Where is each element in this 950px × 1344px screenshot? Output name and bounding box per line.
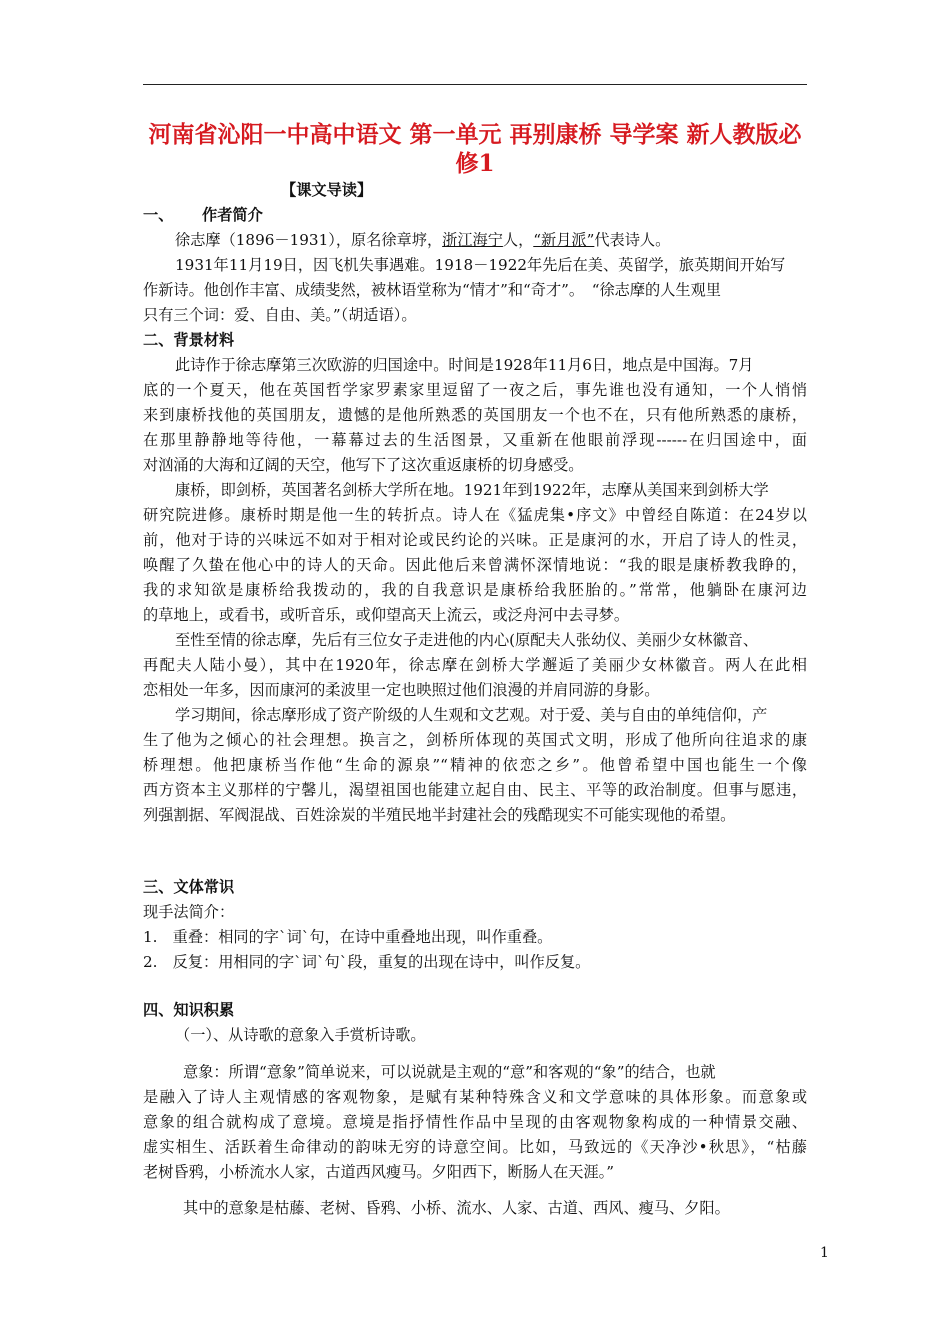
list-item: 1. 重叠：相同的字`词`句，在诗中重叠地出现，叫作重叠。 [143, 928, 553, 946]
paragraph-line: 是融入了诗人主观情感的客观物象，是赋有某种特殊含义和文学意味的具体形象。而意象或 [143, 1088, 807, 1106]
paragraph-line: 唤醒了久蛰在他心中的诗人的天命。因此他后来曾满怀深情地说：“我的眼是康桥教我睁的， [143, 556, 807, 574]
paragraph-line: 只有三个词：爱、自由、美。”（胡适语）。 [143, 306, 417, 324]
paragraph-line: 我的求知欲是康桥给我拨动的，我的自我意识是康桥给我胚胎的。”常常，他躺卧在康河边 [143, 581, 807, 599]
paragraph-line: 西方资本主义那样的宁馨儿，渴望祖国也能建立起自由、民主、平等的政治制度。但事与愿违， [143, 781, 807, 799]
paragraph-line: 再配夫人陆小曼），其中在1920年，徐志摩在剑桥大学邂逅了美丽少女林徽音。两人在此相 [143, 656, 807, 674]
section-1-number: 一、 [143, 206, 174, 224]
paragraph-line: 对汹涌的大海和辽阔的天空，他写下了这次重返康桥的切身感受。 [143, 456, 584, 474]
paragraph-line: 意象的组合就构成了意境。意境是指抒情性作品中呈现的由客观物象构成的一种情景交融、 [143, 1113, 807, 1131]
paragraph-line: 作新诗。他创作丰富、成绩斐然，被林语堂称为“情才”和“奇才”。 “徐志摩的人生观里 [143, 281, 721, 299]
paragraph-line: 桥理想。他把康桥当作他“生命的源泉”“精神的依恋之乡”。他曾希望中国也能生一个像 [143, 756, 807, 774]
paragraph-line: 列强割据、军阀混战、百姓涂炭的半殖民地半封建社会的残酷现实不可能实现他的希望。 [143, 806, 736, 824]
section-1-title: 作者简介 [202, 206, 263, 224]
paragraph-line: 老树昏鸦，小桥流水人家，古道西风瘦马。夕阳西下，断肠人在天涯。” [143, 1163, 614, 1181]
paragraph-line: 研究院进修。康桥时期是他一生的转折点。诗人在《猛虎集•序文》中曾经自陈道：在24岁以 [143, 506, 807, 524]
page-number: 1 [820, 1245, 829, 1261]
title-line-2: 修1 [455, 150, 495, 177]
section-4-title: 四、知识积累 [143, 1001, 235, 1019]
document-title [143, 120, 807, 178]
paragraph-line: 来到康桥找他的英国朋友，遗憾的是他所熟悉的英国朋友一个也不在，只有他所熟悉的康桥， [143, 406, 807, 424]
section-3-intro: 现手法简介： [143, 903, 235, 921]
paragraph-line: 意象：所谓“意象”简单说来，可以说就是主观的“意”和客观的“象”的结合，也就 [183, 1063, 716, 1081]
paragraph-line: 康桥，即剑桥，英国著名剑桥大学所在地。1921年到1922年，志摩从美国来到剑桥大学 [175, 481, 769, 499]
paragraph-line: 其中的意象是枯藤、老树、昏鸦、小桥、流水、人家、古道、西风、瘦马、夕阳。 [183, 1199, 730, 1217]
paragraph-line: 在那里静静地等待他，一幕幕过去的生活图景，又重新在他眼前浮现------在归国途中，面 [143, 431, 807, 449]
paragraph-line: 生了他为之倾心的社会理想。换言之，剑桥所体现的英国式文明，形成了他所向往追求的康 [143, 731, 807, 749]
paragraph-line: 1931年11月19日，因飞机失事遇难。1918－1922年先后在美、英留学，旅英期间开始写 [175, 256, 786, 274]
paragraph-line: 前，他对于诗的兴味远不如对于相对论或民约论的兴味。正是康河的水，开启了诗人的性灵， [143, 531, 807, 549]
section-4-subheading: （一）、从诗歌的意象入手赏析诗歌。 [175, 1026, 426, 1044]
paragraph-line: 的草地上，或看书，或听音乐，或仰望高天上流云，或泛舟河中去寻梦。 [143, 606, 629, 624]
guide-heading: 【课文导读】 [281, 181, 373, 199]
school-underlined: “新月派” [533, 231, 595, 249]
paragraph-line: 恋相处一年多，因而康河的柔波里一定也映照过他们浪漫的并肩同游的身影。 [143, 681, 660, 699]
title-line-1: 河南省沁阳一中高中语文 第一单元 再别康桥 导学案 新人教版必 [148, 121, 802, 148]
paragraph-line: 学习期间，徐志摩形成了资产阶级的人生观和文艺观。对于爱、美与自由的单纯信仰，产 [175, 706, 768, 724]
list-item: 2. 反复：用相同的字`词`句`段，重复的出现在诗中，叫作反复。 [143, 953, 591, 971]
paragraph-line: 虚实相生、活跃着生命律动的韵味无穷的诗意空间。比如，马致远的《天净沙•秋思》，“枯藤 [143, 1138, 807, 1156]
header-rule [143, 84, 807, 85]
section-3-title: 三、文体常识 [143, 878, 235, 896]
hometown-underlined: 浙江海宁 [442, 231, 503, 249]
author-intro-line: 徐志摩（1896－1931），原名徐章垿，浙江海宁人，“新月派”代表诗人。 [175, 231, 671, 249]
section-2-title: 二、背景材料 [143, 331, 235, 349]
paragraph-line: 此诗作于徐志摩第三次欧游的归国途中。时间是1928年11月6日，地点是中国海。7月 [175, 356, 754, 374]
paragraph-line: 底的一个夏天，他在英国哲学家罗素家里逗留了一夜之后，事先谁也没有通知，一个人悄悄 [143, 381, 807, 399]
paragraph-line: 至性至情的徐志摩，先后有三位女子走进他的内心(原配夫人张幼仪、美丽少女林徽音、 [175, 631, 759, 649]
